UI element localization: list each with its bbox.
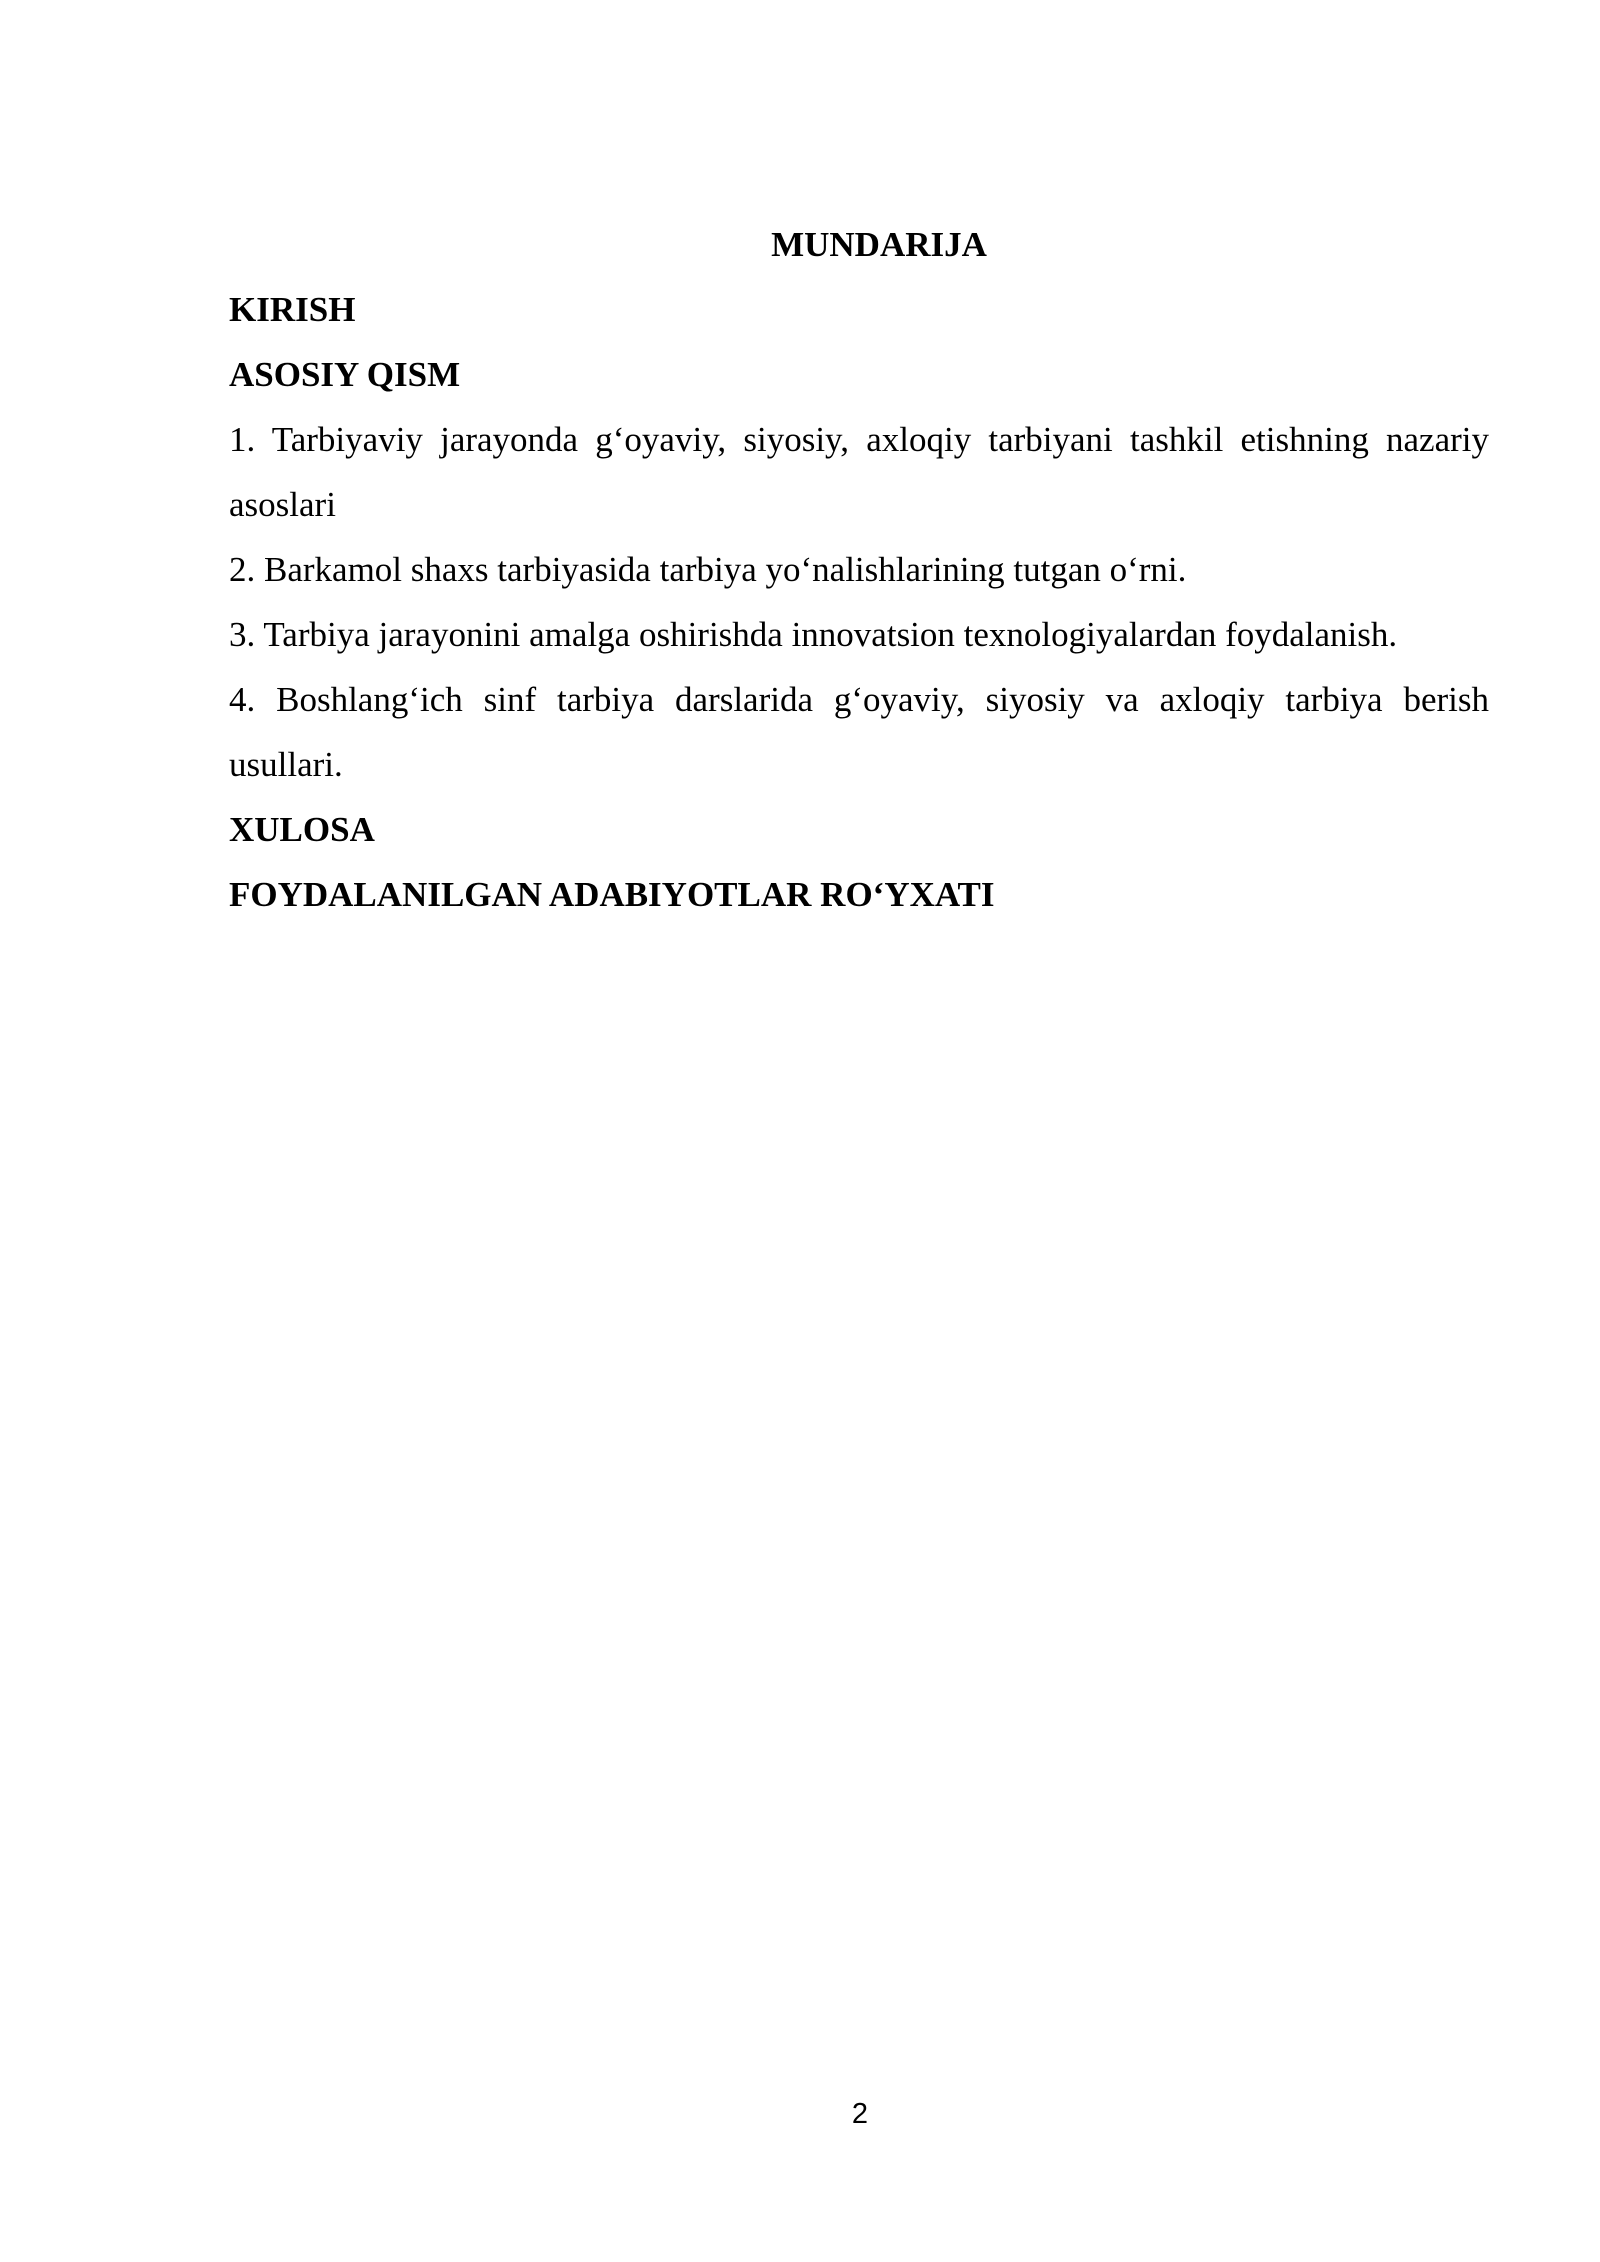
toc-heading-conclusion: XULOSA (229, 810, 375, 849)
toc-item-4: 4. Boshlang‘ich sinf tarbiya darslarida g‘oyaviy, siyosiy va axloqiy tarbiya berish usullari. (229, 680, 1489, 784)
toc-heading-references: FOYDALANILGAN ADABIYOTLAR RO‘YXATI (229, 875, 995, 914)
toc-item-1: 1. Tarbiyaviy jarayonda g‘oyaviy, siyosiy, axloqiy tarbiyani tashkil etishning nazariy asoslari (229, 420, 1489, 524)
toc-heading-intro: KIRISH (229, 290, 356, 329)
table-of-contents (229, 212, 1489, 927)
toc-item-2: 2. Barkamol shaxs tarbiyasida tarbiya yo‘nalishlarining tutgan o‘rni. (229, 550, 1187, 589)
toc-heading-main: ASOSIY QISM (229, 355, 461, 394)
page-title: MUNDARIJA (771, 225, 987, 264)
page-number: 2 (851, 2098, 869, 2130)
toc-item-3: 3. Tarbiya jarayonini amalga oshirishda innovatsion texnologiyalardan foydalanish. (229, 615, 1398, 654)
